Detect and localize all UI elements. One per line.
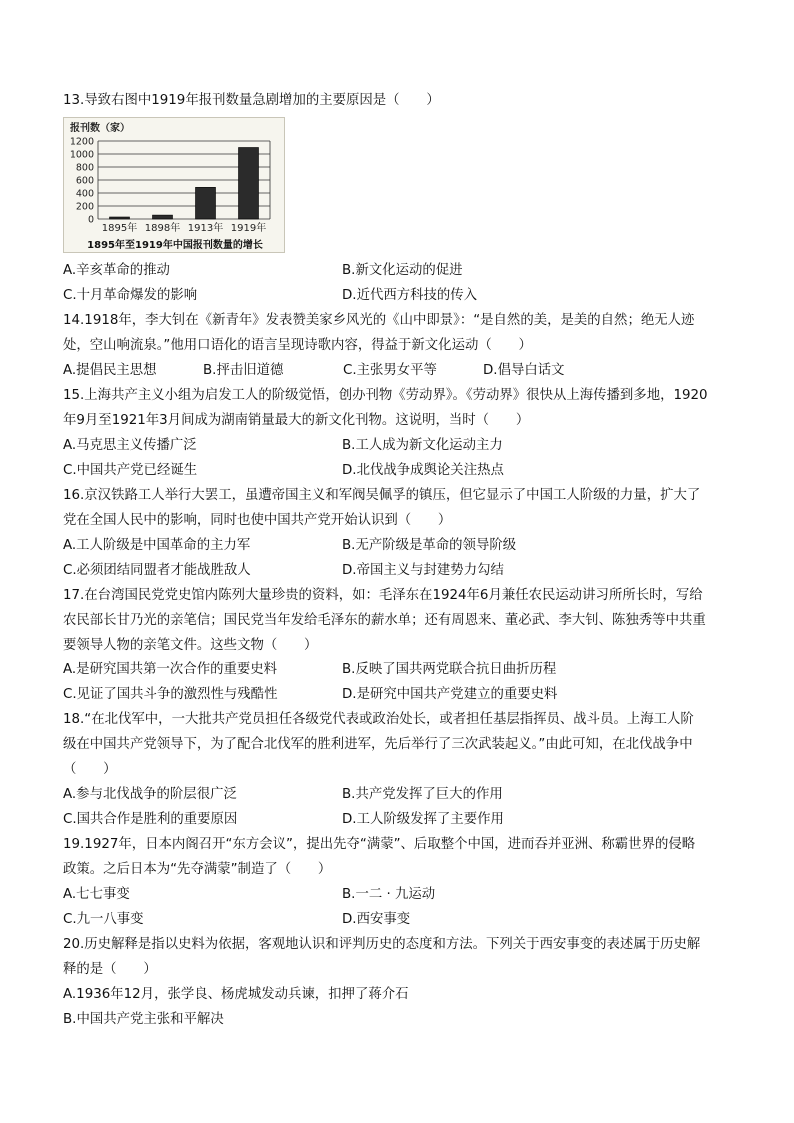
q15-option-d[interactable]: D.北伐战争成舆论关注热点 xyxy=(342,463,504,478)
q14-option-b[interactable]: B.抨击旧道德 xyxy=(203,363,284,378)
q15-option-a[interactable]: A.马克思主义传播广泛 xyxy=(63,438,197,453)
q13-option-c[interactable]: C.十月革命爆发的影响 xyxy=(63,288,198,303)
q19-option-b[interactable]: B.一二 · 九运动 xyxy=(342,887,436,902)
q19-line-1: 19.1927年，日本内阁召开“东方会议”，提出先夺“满蒙”、后取整个中国，进而吞并亚洲、称霸世界的侵略 xyxy=(63,837,696,852)
q16-option-b[interactable]: B.无产阶级是革命的领导阶级 xyxy=(342,538,517,553)
q13-option-a[interactable]: A.辛亥革命的推动 xyxy=(63,263,170,278)
chart-bar xyxy=(153,215,173,219)
chart-bar xyxy=(196,187,216,219)
chart-svg xyxy=(64,118,286,254)
chart-xtick-label: 1895年 xyxy=(101,223,138,234)
chart-ylabel: 报刊数（家） xyxy=(70,123,130,134)
q13-stem: 13.导致右图中1919年报刊数量急剧增加的主要原因是（ ） xyxy=(63,93,440,108)
q14-option-d[interactable]: D.倡导白话文 xyxy=(483,363,565,378)
q18-option-d[interactable]: D.工人阶级发挥了主要作用 xyxy=(342,812,504,827)
q15-line-2: 年9月至1921年3月间成为湖南销量最大的新文化刊物。这说明，当时（ ） xyxy=(63,413,530,428)
chart-bar xyxy=(110,217,130,219)
q14-option-a[interactable]: A.提倡民主思想 xyxy=(63,363,157,378)
chart-bar xyxy=(239,148,259,220)
q16-line-1: 16.京汉铁路工人举行大罢工，虽遭帝国主义和军阀吴佩孚的镇压，但它显示了中国工人阶级的力量，扩大了 xyxy=(63,488,701,503)
q20-option-b[interactable]: B.中国共产党主张和平解决 xyxy=(63,1012,224,1027)
chart-ytick-label: 1000 xyxy=(69,149,94,161)
q16-option-a[interactable]: A.工人阶级是中国革命的主力军 xyxy=(63,538,251,553)
q18-line-3: （ ） xyxy=(63,762,117,777)
q15-option-c[interactable]: C.中国共产党已经诞生 xyxy=(63,463,198,478)
q17-line-1: 17.在台湾国民党党史馆内陈列大量珍贵的资料，如：毛泽东在1924年6月兼任农民运动讲习所所长时，写给 xyxy=(63,588,703,603)
q13-option-d[interactable]: D.近代西方科技的传入 xyxy=(342,288,478,303)
q20-option-a[interactable]: A.1936年12月，张学良、杨虎城发动兵谏，扣押了蒋介石 xyxy=(63,987,409,1002)
q17-option-a[interactable]: A.是研究国共第一次合作的重要史料 xyxy=(63,662,278,677)
q15-line-1: 15.上海共产主义小组为启发工人的阶级觉悟，创办刊物《劳动界》。《劳动界》很快从上海传播到多地，1920 xyxy=(63,388,708,403)
q17-option-d[interactable]: D.是研究中国共产党建立的重要史料 xyxy=(342,687,558,702)
chart-xtick-label: 1898年 xyxy=(144,223,181,234)
newspaper-count-chart xyxy=(63,117,285,253)
chart-ytick-label: 800 xyxy=(75,162,94,174)
chart-xtick-label: 1913年 xyxy=(187,223,224,234)
q16-line-2: 党在全国人民中的影响，同时也使中国共产党开始认识到（ ） xyxy=(63,513,452,528)
q17-option-c[interactable]: C.见证了国共斗争的激烈性与残酷性 xyxy=(63,687,278,702)
q20-line-1: 20.历史解释是指以史料为依据，客观地认识和评判历史的态度和方法。下列关于西安事变的表述属于历史解 xyxy=(63,937,701,952)
q14-option-c[interactable]: C.主张男女平等 xyxy=(343,363,437,378)
chart-xtick-label: 1919年 xyxy=(230,223,267,234)
q18-option-a[interactable]: A.参与北伐战争的阶层很广泛 xyxy=(63,787,237,802)
q19-line-2: 政策。之后日本为“先夺满蒙”制造了（ ） xyxy=(63,862,332,877)
q19-option-a[interactable]: A.七七事变 xyxy=(63,887,130,902)
q17-line-3: 要领导人物的亲笔文件。这些文物（ ） xyxy=(63,638,318,653)
q18-line-1: 18.“在北伐军中，一大批共产党员担任各级党代表或政治处长，或者担任基层指挥员、战斗员。上海工人阶 xyxy=(63,712,694,727)
q19-option-d[interactable]: D.西安事变 xyxy=(342,912,411,927)
q17-line-2: 农民部长甘乃光的亲笔信；国民党当年发给毛泽东的薪水单；还有周恩来、董必武、李大钊、陈独秀等中共重 xyxy=(63,613,706,628)
q13-option-b[interactable]: B.新文化运动的促进 xyxy=(342,263,463,278)
chart-ytick-label: 0 xyxy=(87,214,94,226)
q20-line-2: 释的是（ ） xyxy=(63,962,157,977)
q16-option-d[interactable]: D.帝国主义与封建势力勾结 xyxy=(342,563,504,578)
chart-ytick-label: 400 xyxy=(75,188,94,200)
chart-title: 1895年至1919年中国报刊数量的增长 xyxy=(87,240,263,251)
q17-option-b[interactable]: B.反映了国共两党联合抗日曲折历程 xyxy=(342,662,557,677)
q14-line-1: 14.1918年，李大钊在《新青年》发表赞美家乡风光的《山中即景》：“是自然的美，是美的自然；绝无人迹 xyxy=(63,313,695,328)
q15-option-b[interactable]: B.工人成为新文化运动主力 xyxy=(342,438,503,453)
q18-option-b[interactable]: B.共产党发挥了巨大的作用 xyxy=(342,787,503,802)
chart-ytick-label: 200 xyxy=(75,201,94,213)
q16-option-c[interactable]: C.必须团结同盟者才能战胜敌人 xyxy=(63,563,251,578)
chart-ytick-label: 600 xyxy=(75,175,94,187)
chart-ytick-label: 1200 xyxy=(69,136,94,148)
q14-line-2: 处，空山响流泉。”他用口语化的语言呈现诗歌内容，得益于新文化运动（ ） xyxy=(63,338,532,353)
q19-option-c[interactable]: C.九一八事变 xyxy=(63,912,144,927)
q18-option-c[interactable]: C.国共合作是胜利的重要原因 xyxy=(63,812,238,827)
q18-line-2: 级在中国共产党领导下，为了配合北伐军的胜利进军，先后举行了三次武装起义。”由此可知，在北伐战争中 xyxy=(63,737,693,752)
